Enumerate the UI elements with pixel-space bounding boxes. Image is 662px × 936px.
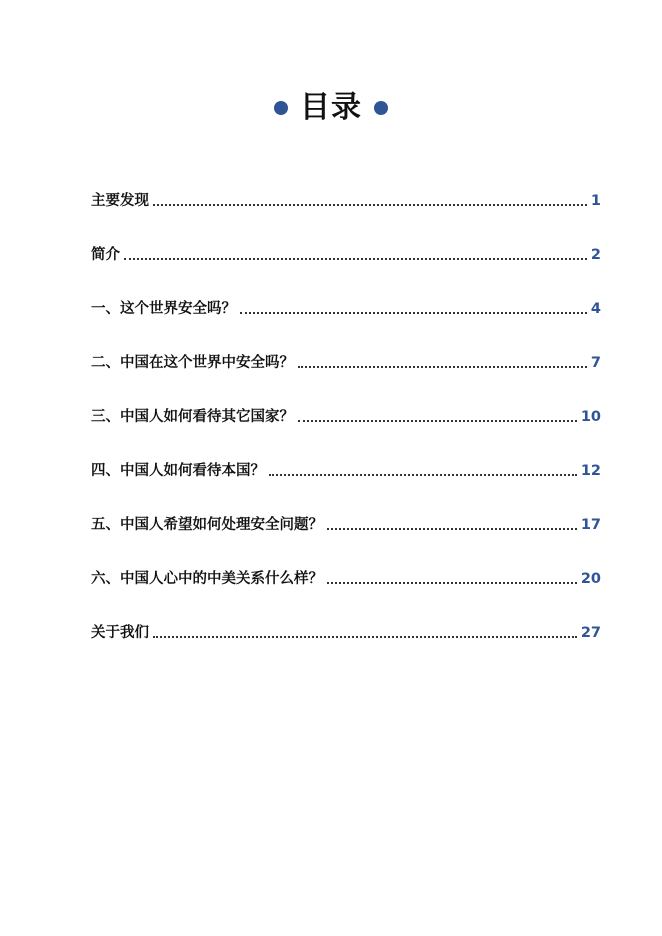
toc-entry-chapter-4[interactable] [91, 458, 601, 484]
dot-leader [240, 312, 587, 314]
toc-entry-page: 17 [580, 517, 601, 533]
toc-entry-page: 20 [580, 571, 601, 587]
dot-leader [298, 366, 587, 368]
toc-entry-label: 六、中国人心中的中美关系什么样？ [91, 571, 323, 587]
toc-entry-page: 27 [580, 625, 601, 641]
toc-entry-label: 二、中国在这个世界中安全吗？ [91, 355, 294, 371]
toc-entry-page: 2 [590, 247, 601, 263]
toc-entry-label: 五、中国人希望如何处理安全问题？ [91, 517, 323, 533]
page-title: 目录 [300, 90, 362, 125]
dot-leader [327, 582, 577, 584]
dot-leader [298, 420, 577, 422]
bullet-dot-icon-left [274, 101, 288, 115]
toc-entry-chapter-6[interactable] [91, 566, 601, 592]
dot-leader [124, 258, 587, 260]
toc-entry-label: 主要发现 [91, 193, 149, 209]
toc-entry-label: 关于我们 [91, 625, 149, 641]
dot-leader [269, 474, 577, 476]
bullet-dot-icon-right [374, 101, 388, 115]
toc-entry-label: 三、中国人如何看待其它国家？ [91, 409, 294, 425]
dot-leader [153, 636, 577, 638]
toc-entry-chapter-5[interactable] [91, 512, 601, 538]
toc-entry-page: 7 [590, 355, 601, 371]
toc-entry-introduction[interactable] [91, 242, 601, 268]
toc-entry-about-us[interactable] [91, 620, 601, 646]
toc-entry-page: 4 [590, 301, 601, 317]
toc-heading [0, 88, 662, 128]
toc-entry-label: 一、这个世界安全吗？ [91, 301, 236, 317]
toc-entry-key-findings[interactable] [91, 188, 601, 214]
toc-entry-label: 简介 [91, 247, 120, 263]
dot-leader [327, 528, 577, 530]
toc-entry-page: 10 [580, 409, 601, 425]
toc-entry-page: 1 [590, 193, 601, 209]
dot-leader [153, 204, 587, 206]
toc-entry-chapter-3[interactable] [91, 404, 601, 430]
toc-entry-chapter-2[interactable] [91, 350, 601, 376]
toc-entry-page: 12 [580, 463, 601, 479]
toc-entry-label: 四、中国人如何看待本国？ [91, 463, 265, 479]
toc-entry-chapter-1[interactable] [91, 296, 601, 322]
table-of-contents [91, 188, 601, 674]
